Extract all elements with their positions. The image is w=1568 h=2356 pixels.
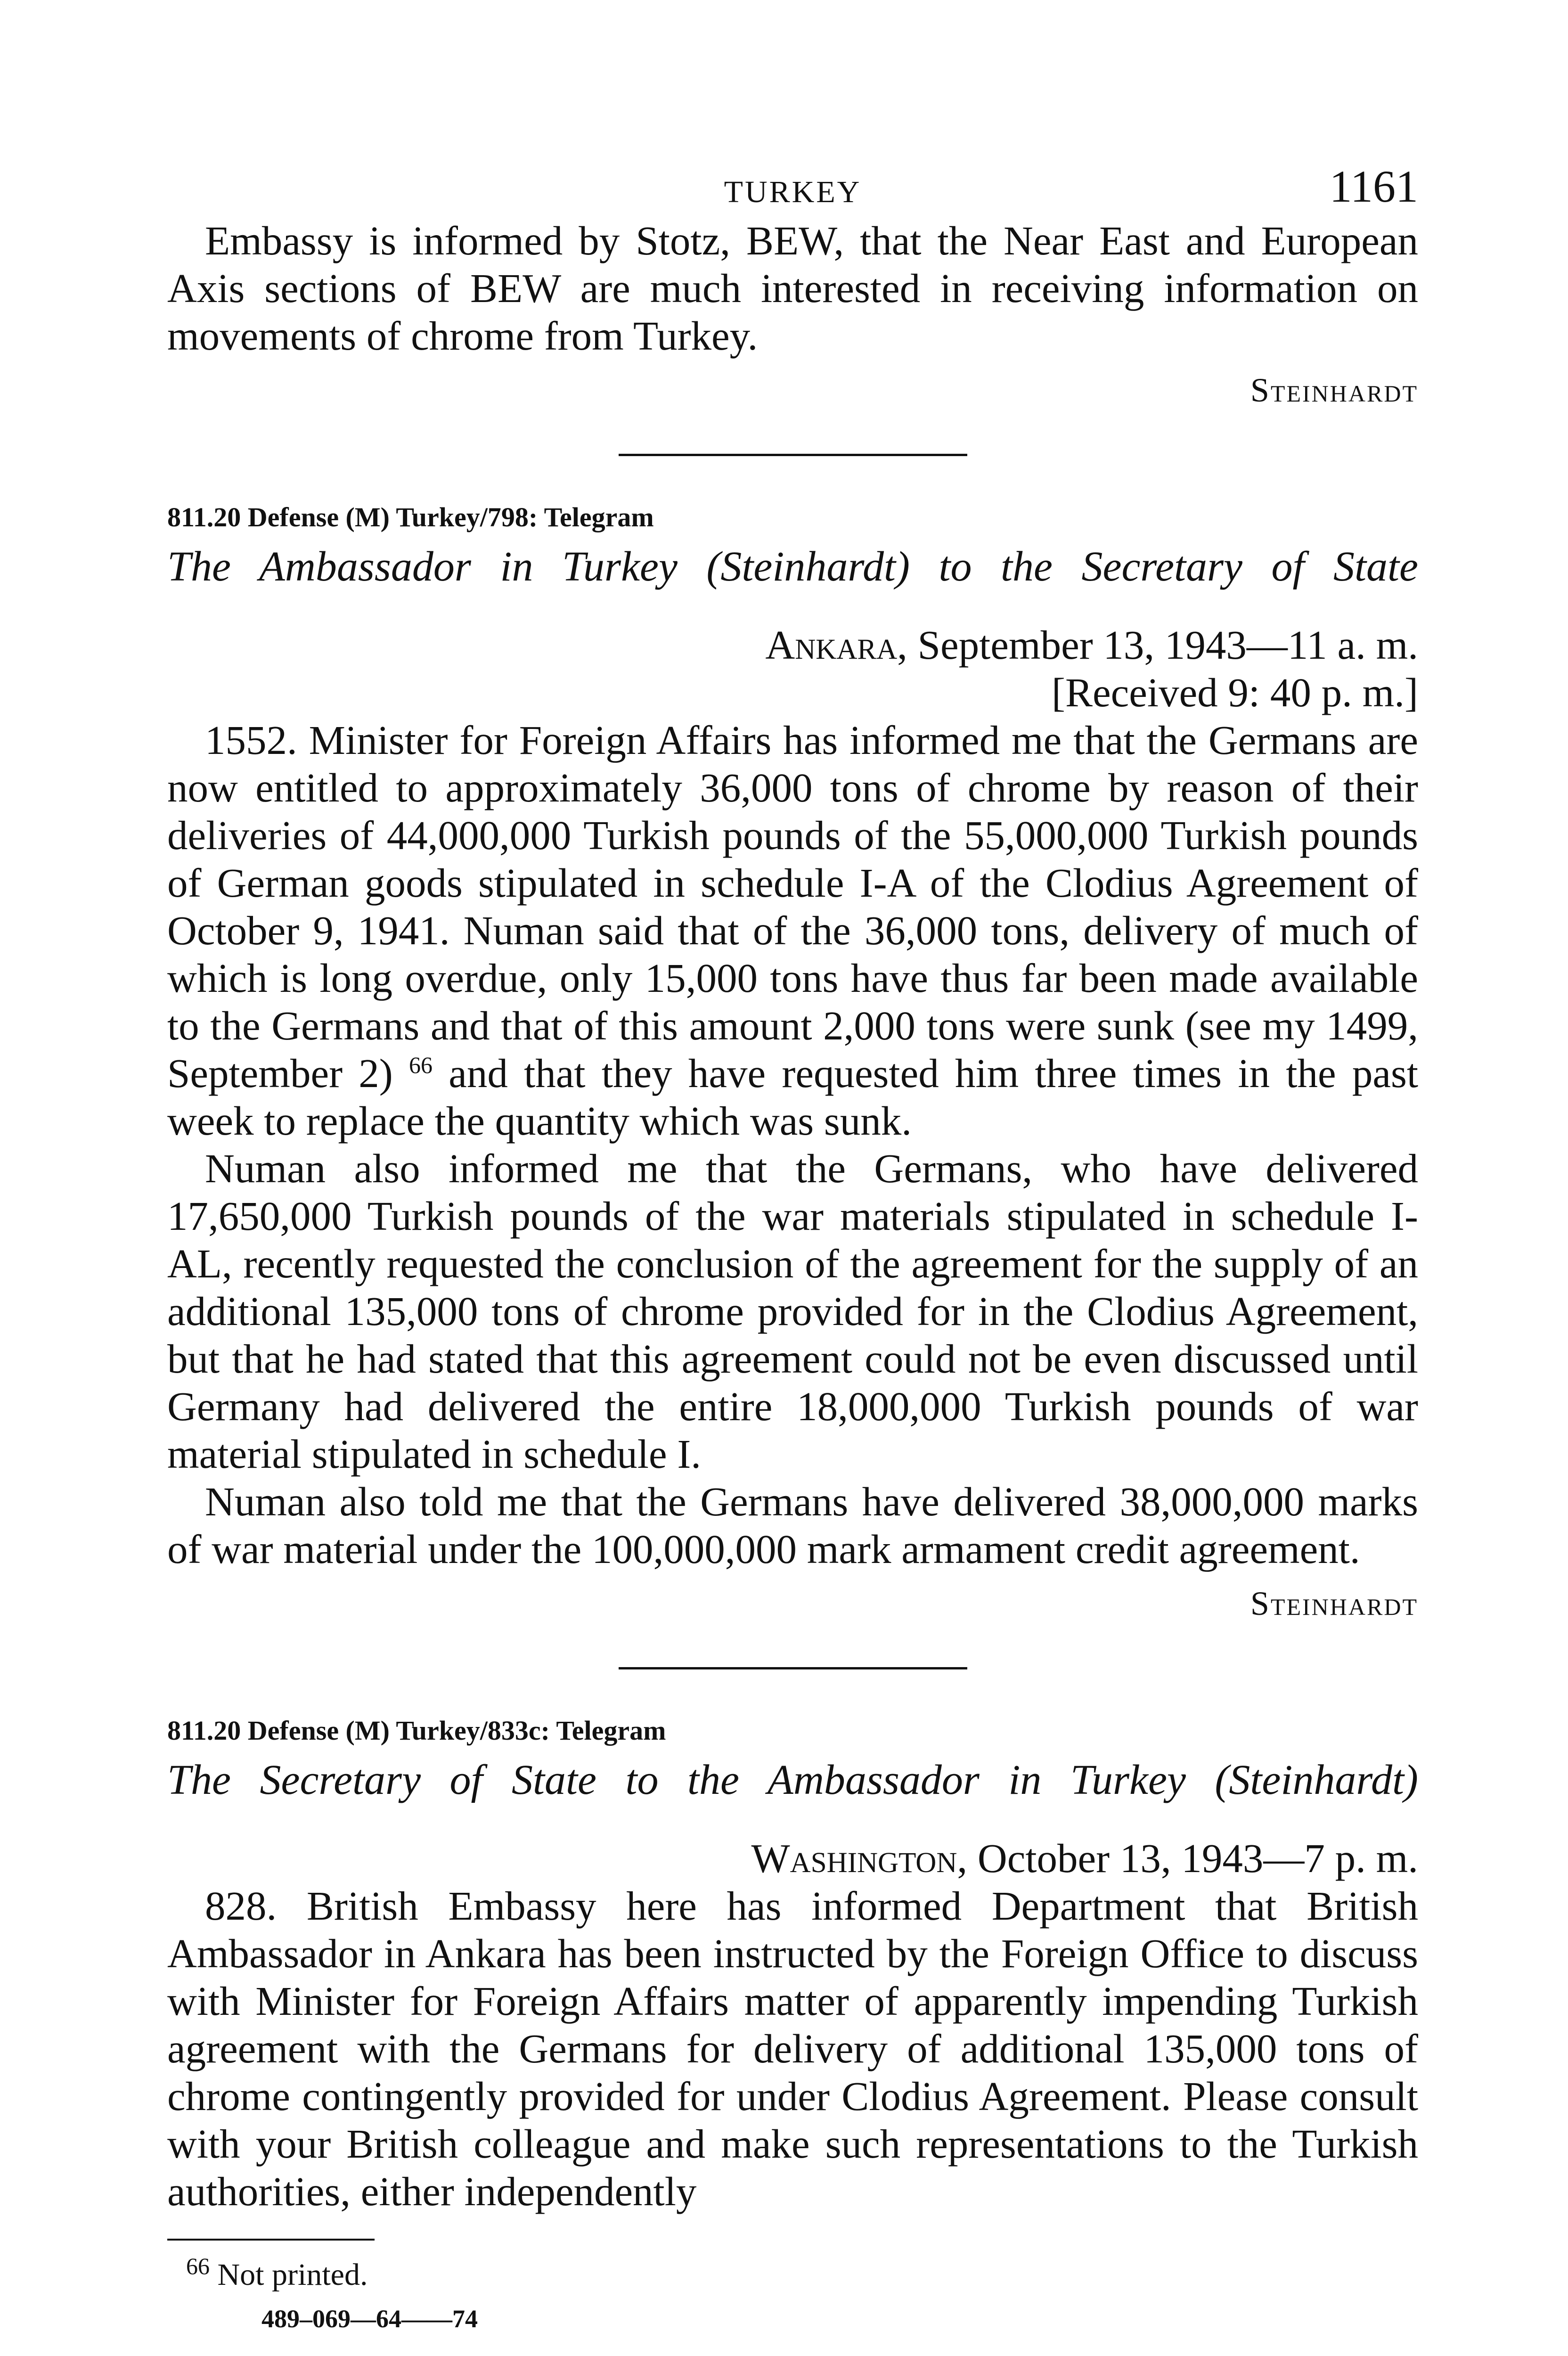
footnote-text: Not printed.: [210, 2258, 368, 2292]
document-1-title: The Ambassador in Turkey (Steinhardt) to the Secretary of State: [167, 543, 1418, 590]
document-1-place: Ankara,: [765, 622, 907, 668]
intro-signature: Steinhardt: [1250, 371, 1418, 409]
document-1: [167, 499, 1418, 1625]
document-2-place: Washington,: [751, 1835, 968, 1881]
document-1-paragraph-1-end: and that they have requested him three times in the past week to replace the quantity which was sunk.: [167, 1050, 1418, 1144]
document-1-paragraph-1: [167, 716, 1418, 1145]
document-2-file-reference: 811.20 Defense (M) Turkey/833c: Telegram: [167, 1715, 666, 1746]
intro-paragraph: Embassy is informed by Stotz, BEW, that the Near East and European Axis sections of BEW are much interested in receiving information on movements of chrome from Turkey.: [167, 218, 1418, 359]
running-header: [167, 160, 1418, 212]
document-1-received: [Received 9: 40 p. m.]: [1052, 670, 1418, 715]
page-number: 1161: [1329, 161, 1418, 212]
document-1-paragraph-1-text: 1552. Minister for Foreign Affairs has informed me that the Germans are now entitled to approximately 36,000 tons of chrome by reason of their deliveries of 44,000,000 Turkish pounds of the 55,000,000 Turkish pounds of German goods stipulated in schedule I-A of the Clodius Agreement of October 9, 1941. Numan said that of the 36,000 tons, delivery of much of which is long overdue, only 15,000 tons have thus far been made available to the Germans and that of this amount 2,000 tons were sunk (see my 1499, September 2): [167, 717, 1418, 1096]
document-1-paragraph-3: Numan also told me that the Germans have delivered 38,000,000 marks of war material under the 100,000,000 mark armament credit agreement.: [167, 1479, 1418, 1572]
document-2-title: The Secretary of State to the Ambassador in Turkey (Steinhardt): [167, 1757, 1418, 1803]
document-page: [167, 160, 1418, 2338]
footnote: [167, 2255, 1418, 2295]
document-1-signature: Steinhardt: [1250, 1585, 1418, 1622]
footnote-divider: [167, 2239, 375, 2241]
footnote-reference: 66: [409, 1052, 433, 1078]
document-1-file-reference: 811.20 Defense (M) Turkey/798: Telegram: [167, 502, 654, 532]
print-code: 489–069—64——74: [261, 2305, 478, 2333]
document-2-paragraph-1: 828. British Embassy here has informed Department that British Ambassador in Ankara has been instructed by the Foreign Office to discuss with Minister for Foreign Affairs matter of apparently impending Turkish agreement with the Germans for delivery of additional 135,000 tons of chrome contingently provided for under Clodius Agreement. Please consult with your British colleague and make such representations to the Turkish authorities, either independently: [167, 1883, 1418, 2214]
document-2: [167, 1712, 1418, 2215]
section-divider: [619, 454, 967, 456]
section-divider: [619, 1667, 967, 1669]
running-title: TURKEY: [724, 175, 862, 209]
document-1-paragraph-2: Numan also informed me that the Germans, who have delivered 17,650,000 Turkish pounds of the war materials stipulated in schedule I-AL, recently requested the conclusion of the agreement for the supply of an additional 135,000 tons of chrome provided for in the Clodius Agreement, but that he had stated that this agreement could not be even discussed until Germany had delivered the entire 18,000,000 Turkish pounds of war material stipulated in schedule I.: [167, 1145, 1418, 1477]
document-1-date: September 13, 1943—11 a. m.: [907, 622, 1418, 668]
document-2-dateline: [167, 1834, 1418, 1882]
document-2-date: October 13, 1943—7 p. m.: [967, 1835, 1418, 1881]
footnote-marker: 66: [186, 2253, 210, 2279]
document-1-dateline: [167, 621, 1418, 669]
